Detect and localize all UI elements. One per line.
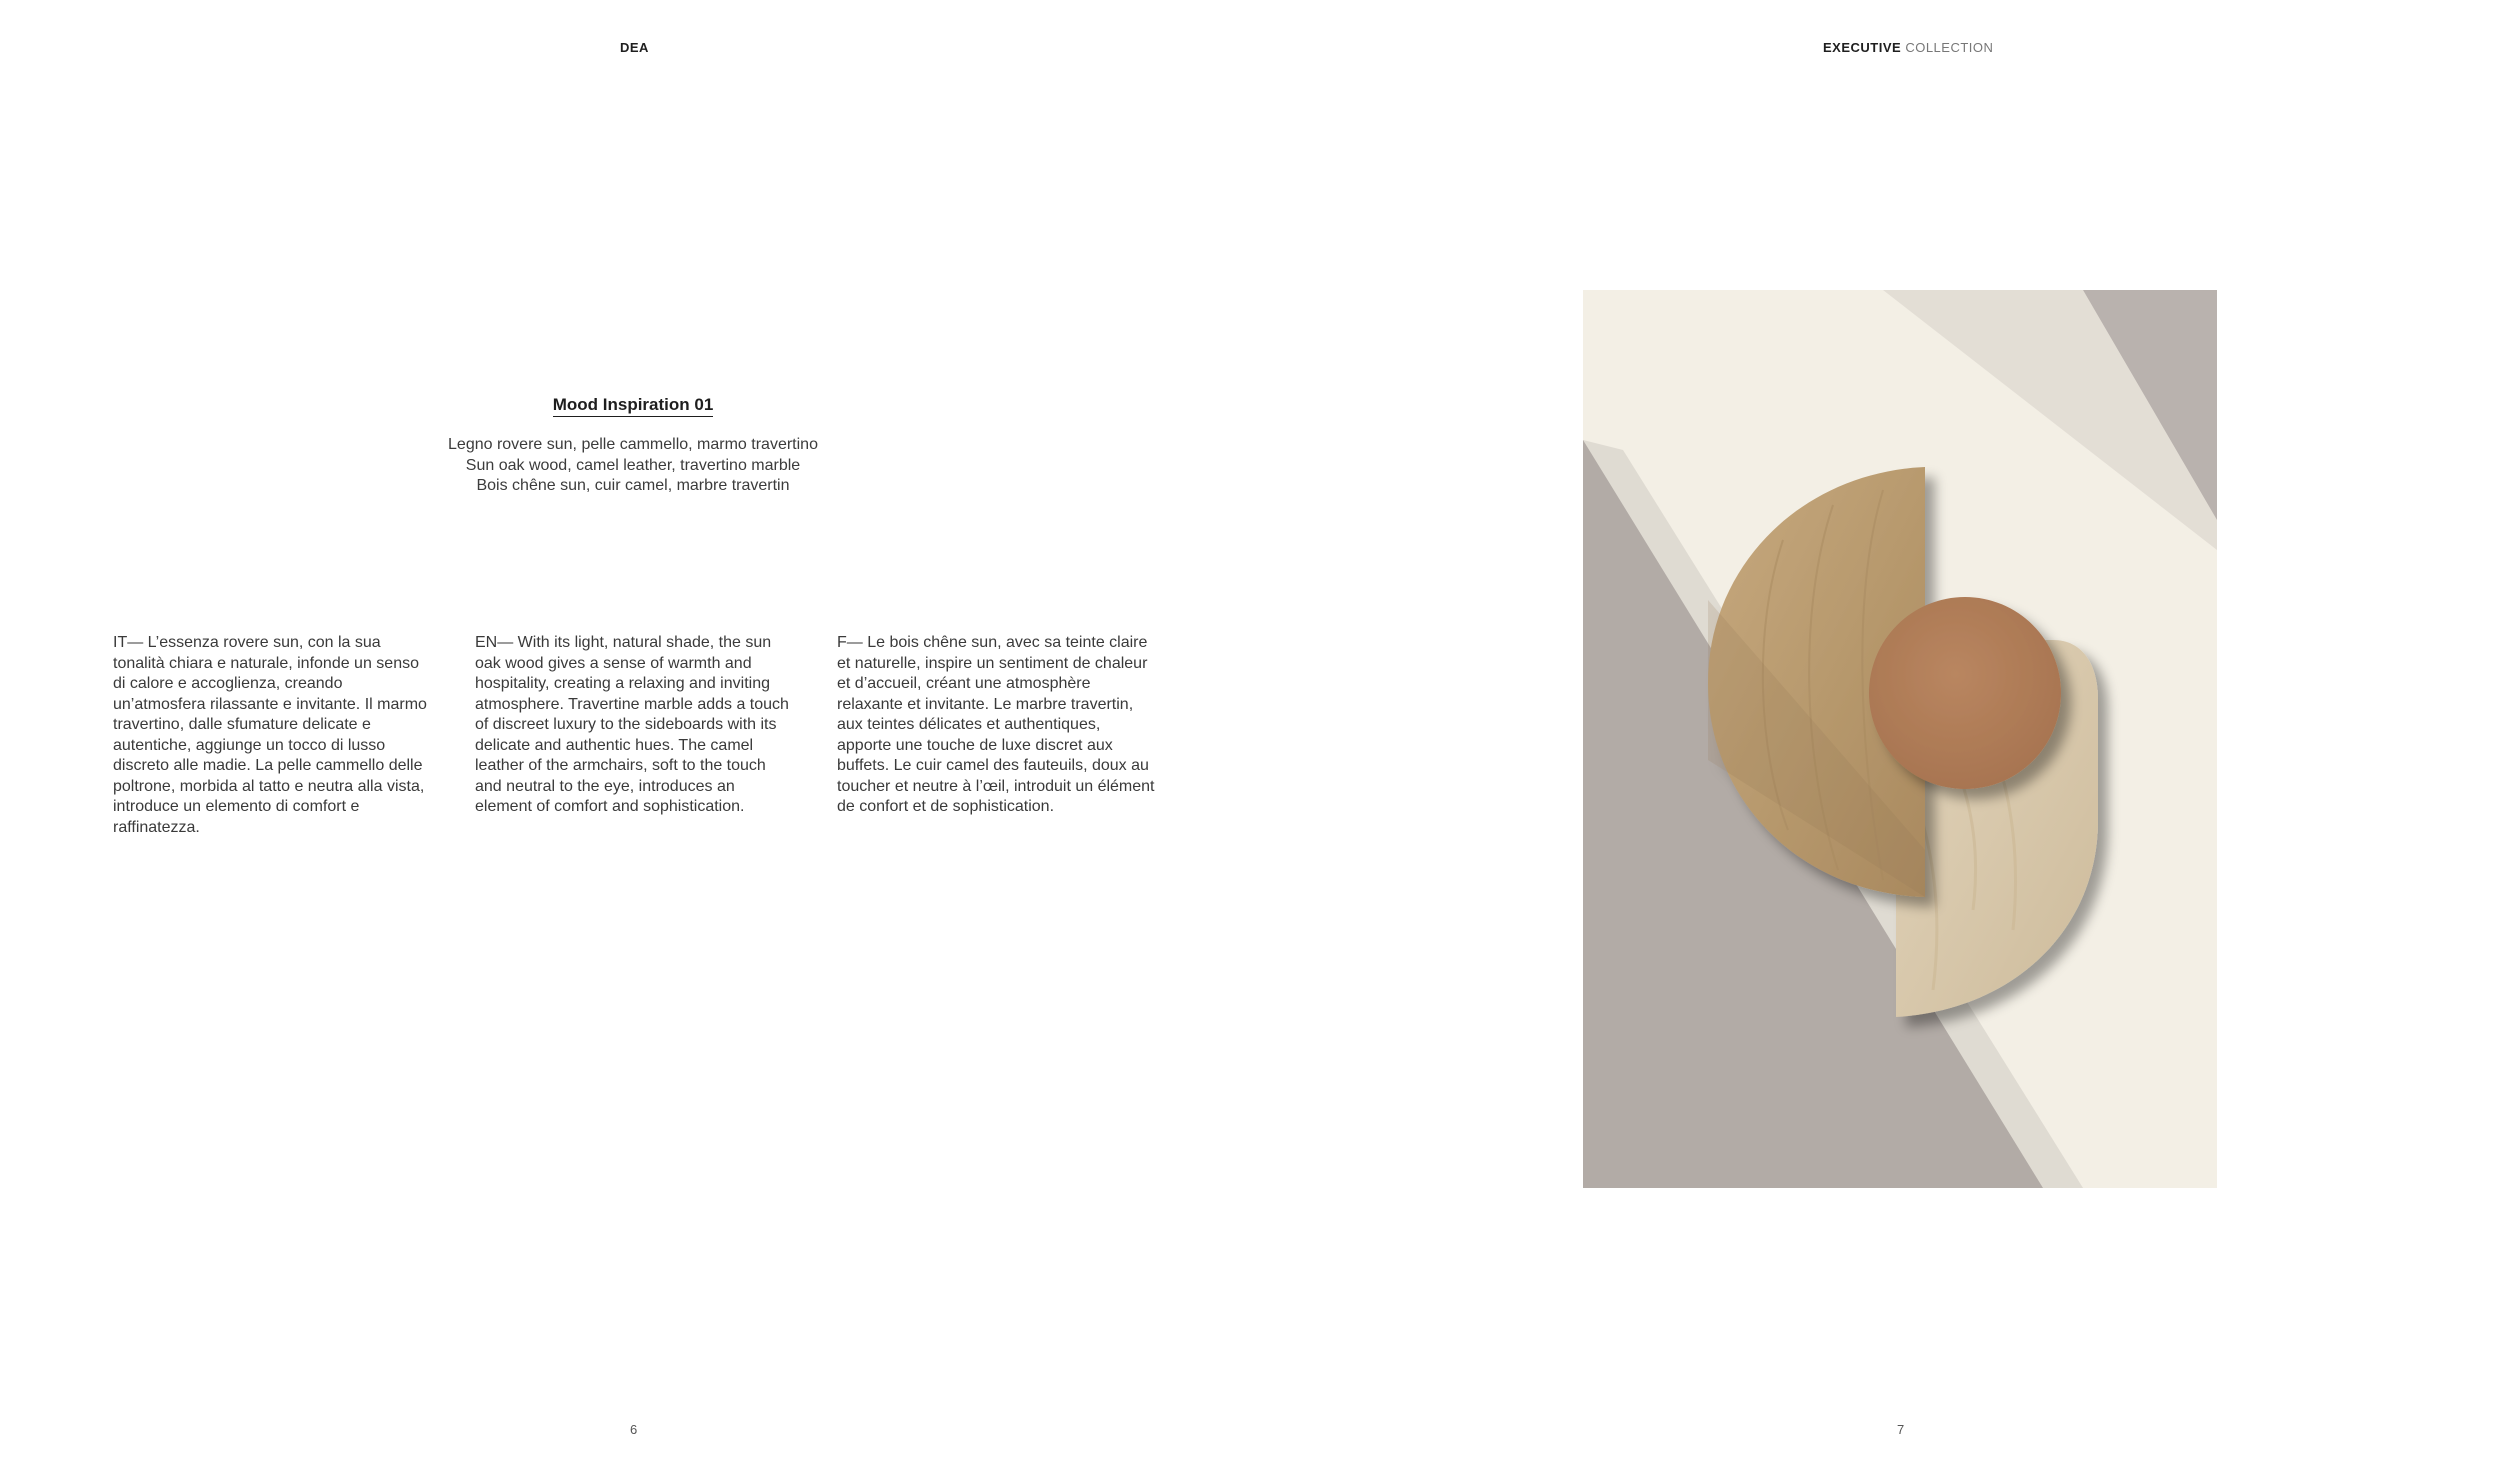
materials-en: Sun oak wood, camel leather, travertino marble [465, 456, 801, 474]
description-english: EN— With its light, natural shade, the sun oak wood gives a sense of warmth and hospitality, creating a relaxing and inviting atmosphere. Travertine marble adds a touch of discreet luxury to the sideboards with its delicate and authentic hues. The camel leather of the armchairs, soft to the touch and neutral to the eye, introduces an element of comfort and sophistication. [475, 634, 789, 815]
running-head-collection [1823, 40, 1993, 55]
running-head-dea: DEA [620, 40, 649, 55]
page-number-left: 6 [630, 1422, 638, 1437]
right-page [1250, 0, 2500, 1458]
materials-it: Legno rovere sun, pelle cammello, marmo travertino [448, 436, 818, 453]
materials-fr: Bois chêne sun, cuir camel, marbre travertin [476, 477, 790, 494]
mood-title-text: Mood Inspiration 01 [553, 395, 714, 417]
running-head-collection-word: COLLECTION [1905, 40, 1994, 55]
mood-title [0, 395, 1266, 415]
leather-circle [1869, 597, 2061, 789]
materials-list [0, 435, 1266, 497]
page-number-right: 7 [1897, 1422, 1905, 1437]
description-italian: IT— L’essenza rovere sun, con la sua tonalità chiara e naturale, infonde un senso di calore e accoglienza, creando un’atmosfera rilassante e invitante. Il marmo travertino, dalle sfumature delicate e autentiche, aggiunge un tocco di lusso discreto alle madie. La pelle cammello delle poltrone, morbida al tatto e neutra alla vista, introduce un elemento di comfort e raffinatezza. [113, 634, 427, 836]
description-french: F— Le bois chêne sun, avec sa teinte claire et naturelle, inspire un sentiment de chaleur et d’accueil, créant une atmosphère relaxante et invitante. Le marbre travertin, aux teintes délicates et authentiques, apporte une touche de luxe discret aux buffets. Le cuir camel des fauteuils, doux au toucher et neutre à l’œil, introduit un élément de confort et de sophistication. [837, 634, 1155, 815]
mood-board-image [1583, 290, 2217, 1188]
running-head-executive: EXECUTIVE [1823, 40, 1902, 55]
